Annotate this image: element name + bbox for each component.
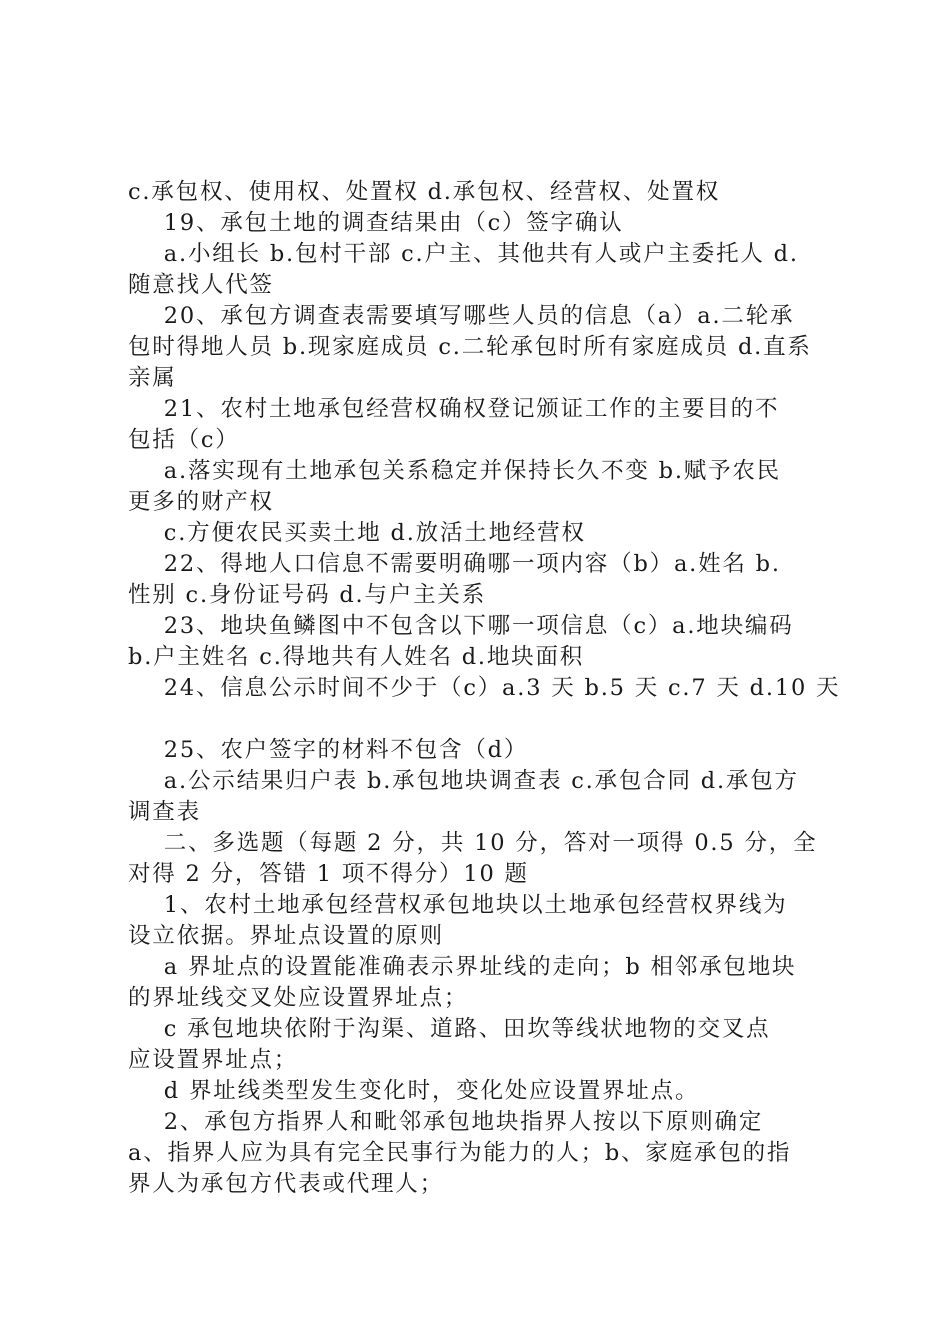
text-line: 亲属	[128, 365, 177, 391]
text-line: c.承包权、使用权、处置权 d.承包权、经营权、处置权	[128, 179, 721, 205]
text-line: 24、信息公示时间不少于（c）a.3 天 b.5 天 c.7 天 d.10 天	[128, 675, 841, 701]
text-line: 的界址线交叉处应设置界址点；	[128, 985, 469, 1011]
blank-line	[128, 704, 833, 735]
text-line: a、指界人应为具有完全民事行为能力的人；b、家庭承包的指	[128, 1140, 792, 1166]
text-line: a.公示结果归户表 b.承包地块调查表 c.承包合同 d.承包方	[128, 768, 799, 794]
text-line: 对得 2 分，答错 1 项不得分）10 题	[128, 861, 529, 887]
text-line: 20、承包方调查表需要填写哪些人员的信息（a）a.二轮承	[128, 303, 795, 329]
text-line: d 界址线类型发生变化时，变化处应设置界址点。	[128, 1078, 700, 1104]
text-line: 21、农村土地承包经营权确权登记颁证工作的主要目的不	[128, 396, 780, 422]
text-line: 设立依据。界址点设置的原则	[128, 923, 444, 949]
text-line: b.户主姓名 c.得地共有人姓名 d.地块面积	[128, 644, 585, 670]
text-line: 25、农户签字的材料不包含（d）	[128, 737, 529, 763]
text-line: 1、农村土地承包经营权承包地块以土地承包经营权界线为	[128, 892, 788, 918]
text-line: 包括（c）	[128, 427, 240, 453]
text-line: 23、地块鱼鳞图中不包含以下哪一项信息（c）a.地块编码	[128, 613, 794, 639]
text-line: 19、承包土地的调查结果由（c）签字确认	[128, 210, 624, 236]
text-line: c 承包地块依附于沟渠、道路、田坎等线状地物的交叉点	[128, 1016, 771, 1042]
text-line: 包时得地人员 b.现家庭成员 c.二轮承包时所有家庭成员 d.直系	[128, 334, 812, 360]
text-line: 更多的财产权	[128, 489, 274, 515]
document-body	[128, 177, 841, 1200]
text-line: c.方便农民买卖土地 d.放活土地经营权	[128, 520, 586, 546]
text-line: a.小组长 b.包村干部 c.户主、其他共有人或户主委托人 d.	[128, 241, 799, 267]
text-line: 调查表	[128, 799, 201, 825]
text-line: 性别 c.身份证号码 d.与户主关系	[128, 582, 487, 608]
text-line: 应设置界址点；	[128, 1047, 299, 1073]
text-line: 二、多选题（每题 2 分，共 10 分，答对一项得 0.5 分，全	[128, 830, 818, 856]
text-line: a.落实现有土地承包关系稳定并保持长久不变 b.赋予农民	[128, 458, 781, 484]
text-line: a 界址点的设置能准确表示界址线的走向；b 相邻承包地块	[128, 954, 797, 980]
text-line: 界人为承包方代表或代理人；	[128, 1171, 444, 1197]
text-line: 2、承包方指界人和毗邻承包地块指界人按以下原则确定	[128, 1109, 764, 1135]
text-line: 22、得地人口信息不需要明确哪一项内容（b）a.姓名 b.	[128, 551, 781, 577]
text-line: 随意找人代签	[128, 272, 274, 298]
